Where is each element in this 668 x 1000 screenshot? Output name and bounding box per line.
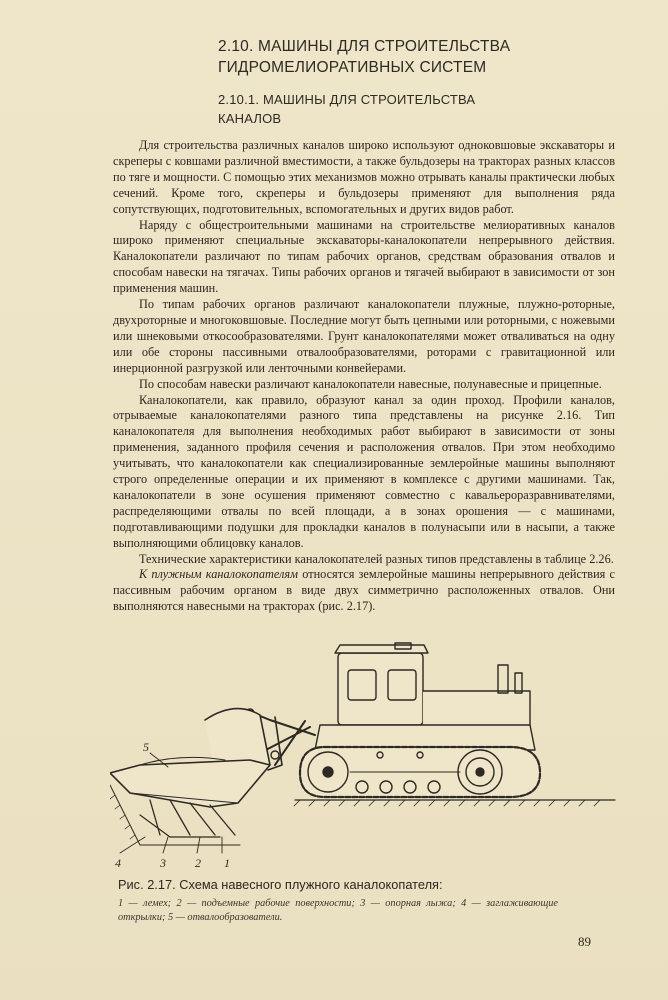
italic-term: К плужным каналокопателям [139, 567, 298, 582]
canal-digger-figure [110, 625, 620, 875]
plough-body [110, 760, 270, 807]
body-text [113, 138, 615, 615]
paragraph: По типам рабочих органов различают каналокопатели плужные, плужно-роторные, двухроторные и многоковшовые. Последние могут быть цепными или роторными, с ножевыми или шнековыми откосообразователями. Грунт каналокопателями может отваливаться на одну или обе стороны пассивными отвалообразователями, роторами с гравитационной или инерционной разгрузкой или ленточными конвейерами. [113, 297, 615, 375]
page-number: 89 [578, 934, 591, 949]
paragraph: Технические характеристики каналокопателей разных типов представлены в таблице 2.26. [139, 551, 614, 566]
paragraph: Для строительства различных каналов широко используют одноковшовые экскаваторы и скреперы с ковшами различной вместимости, а также бульдозеры на тракторах разных классов по тяге и мощности. С помощью этих механизмов можно отрывать каналы практически любых сечений. Кроме того, скреперы и бульдозеры применяют для выполнения ряда сопутствующих, подготовительных, вспомогательных и других видов работ. [113, 138, 615, 216]
figure-caption: Рис. 2.17. Схема навесного плужного каналокопателя: [118, 877, 443, 892]
section-heading: 2.10. МАШИНЫ ДЛЯ СТРОИТЕЛЬСТВА ГИДРОМЕЛИОРАТИВНЫХ СИСТЕМ [218, 38, 511, 76]
paragraph: Наряду с общестроительными машинами на строительстве мелиоративных каналов широко применяют специальные экскаваторы-каналокопатели непрерывного действия. Каналокопатели различают по типам рабочих органов, средствам образования отвалов и способам навески на тягачах. Типы рабочих органов и тягачей выбирают в зависимости от зон применения машин. [113, 217, 615, 296]
paragraph: Каналокопатели, как правило, образуют канал за один проход. Профили каналов, отрываемые каналокопателями разного типа представлены на рисунке 2.16. Тип каналокопателя для выполнения необходимых работ выбирают в зависимости от зоны применения, заданного профиля сечения и расположения отвалов. При этом необходимо учитывать, что каналокопатели как специализированные землеройные машины выполняют строго определенные операции и их применяют в комплексе с другими машинами. Так, каналокопатели в зоне осушения применяют совместно с кавальероразравнивателями, распределяющими отвалы по всей площади, а в зонах орошения — с машинами, подготавливающими подушки для прокладки каналов в полунасыпи или в насыпи, а также выполняющими облицовку каналов. [113, 392, 615, 550]
paragraph: По способам навески различают каналокопатели навесные, полунавесные и прицепные. [139, 376, 602, 391]
ground-hatch [294, 800, 600, 806]
figure-label: 3 [160, 856, 166, 870]
subsection-heading: 2.10.1. МАШИНЫ ДЛЯ СТРОИТЕЛЬСТВА КАНАЛОВ [218, 92, 476, 126]
figure-label: 4 [115, 856, 121, 870]
figure-legend: 1 — лемех; 2 — подъемные рабочие поверхности; 3 — опорная лыжа; 4 — заглаживающие открылки; 5 — отвалообразователи. [118, 898, 558, 923]
figure-label: 1 [224, 856, 230, 870]
tractor-cab [338, 653, 423, 725]
figure-label: 5 [143, 740, 149, 754]
paragraph-rest: относятся землеройные машины непрерывного действия с пассивным рабочим органом в виде двух симметрично расположенных отвалов. Они выполняются навесными на тракторах (рис. 2.17). [113, 567, 615, 614]
paragraph [113, 567, 615, 615]
figure-label: 2 [195, 856, 201, 870]
